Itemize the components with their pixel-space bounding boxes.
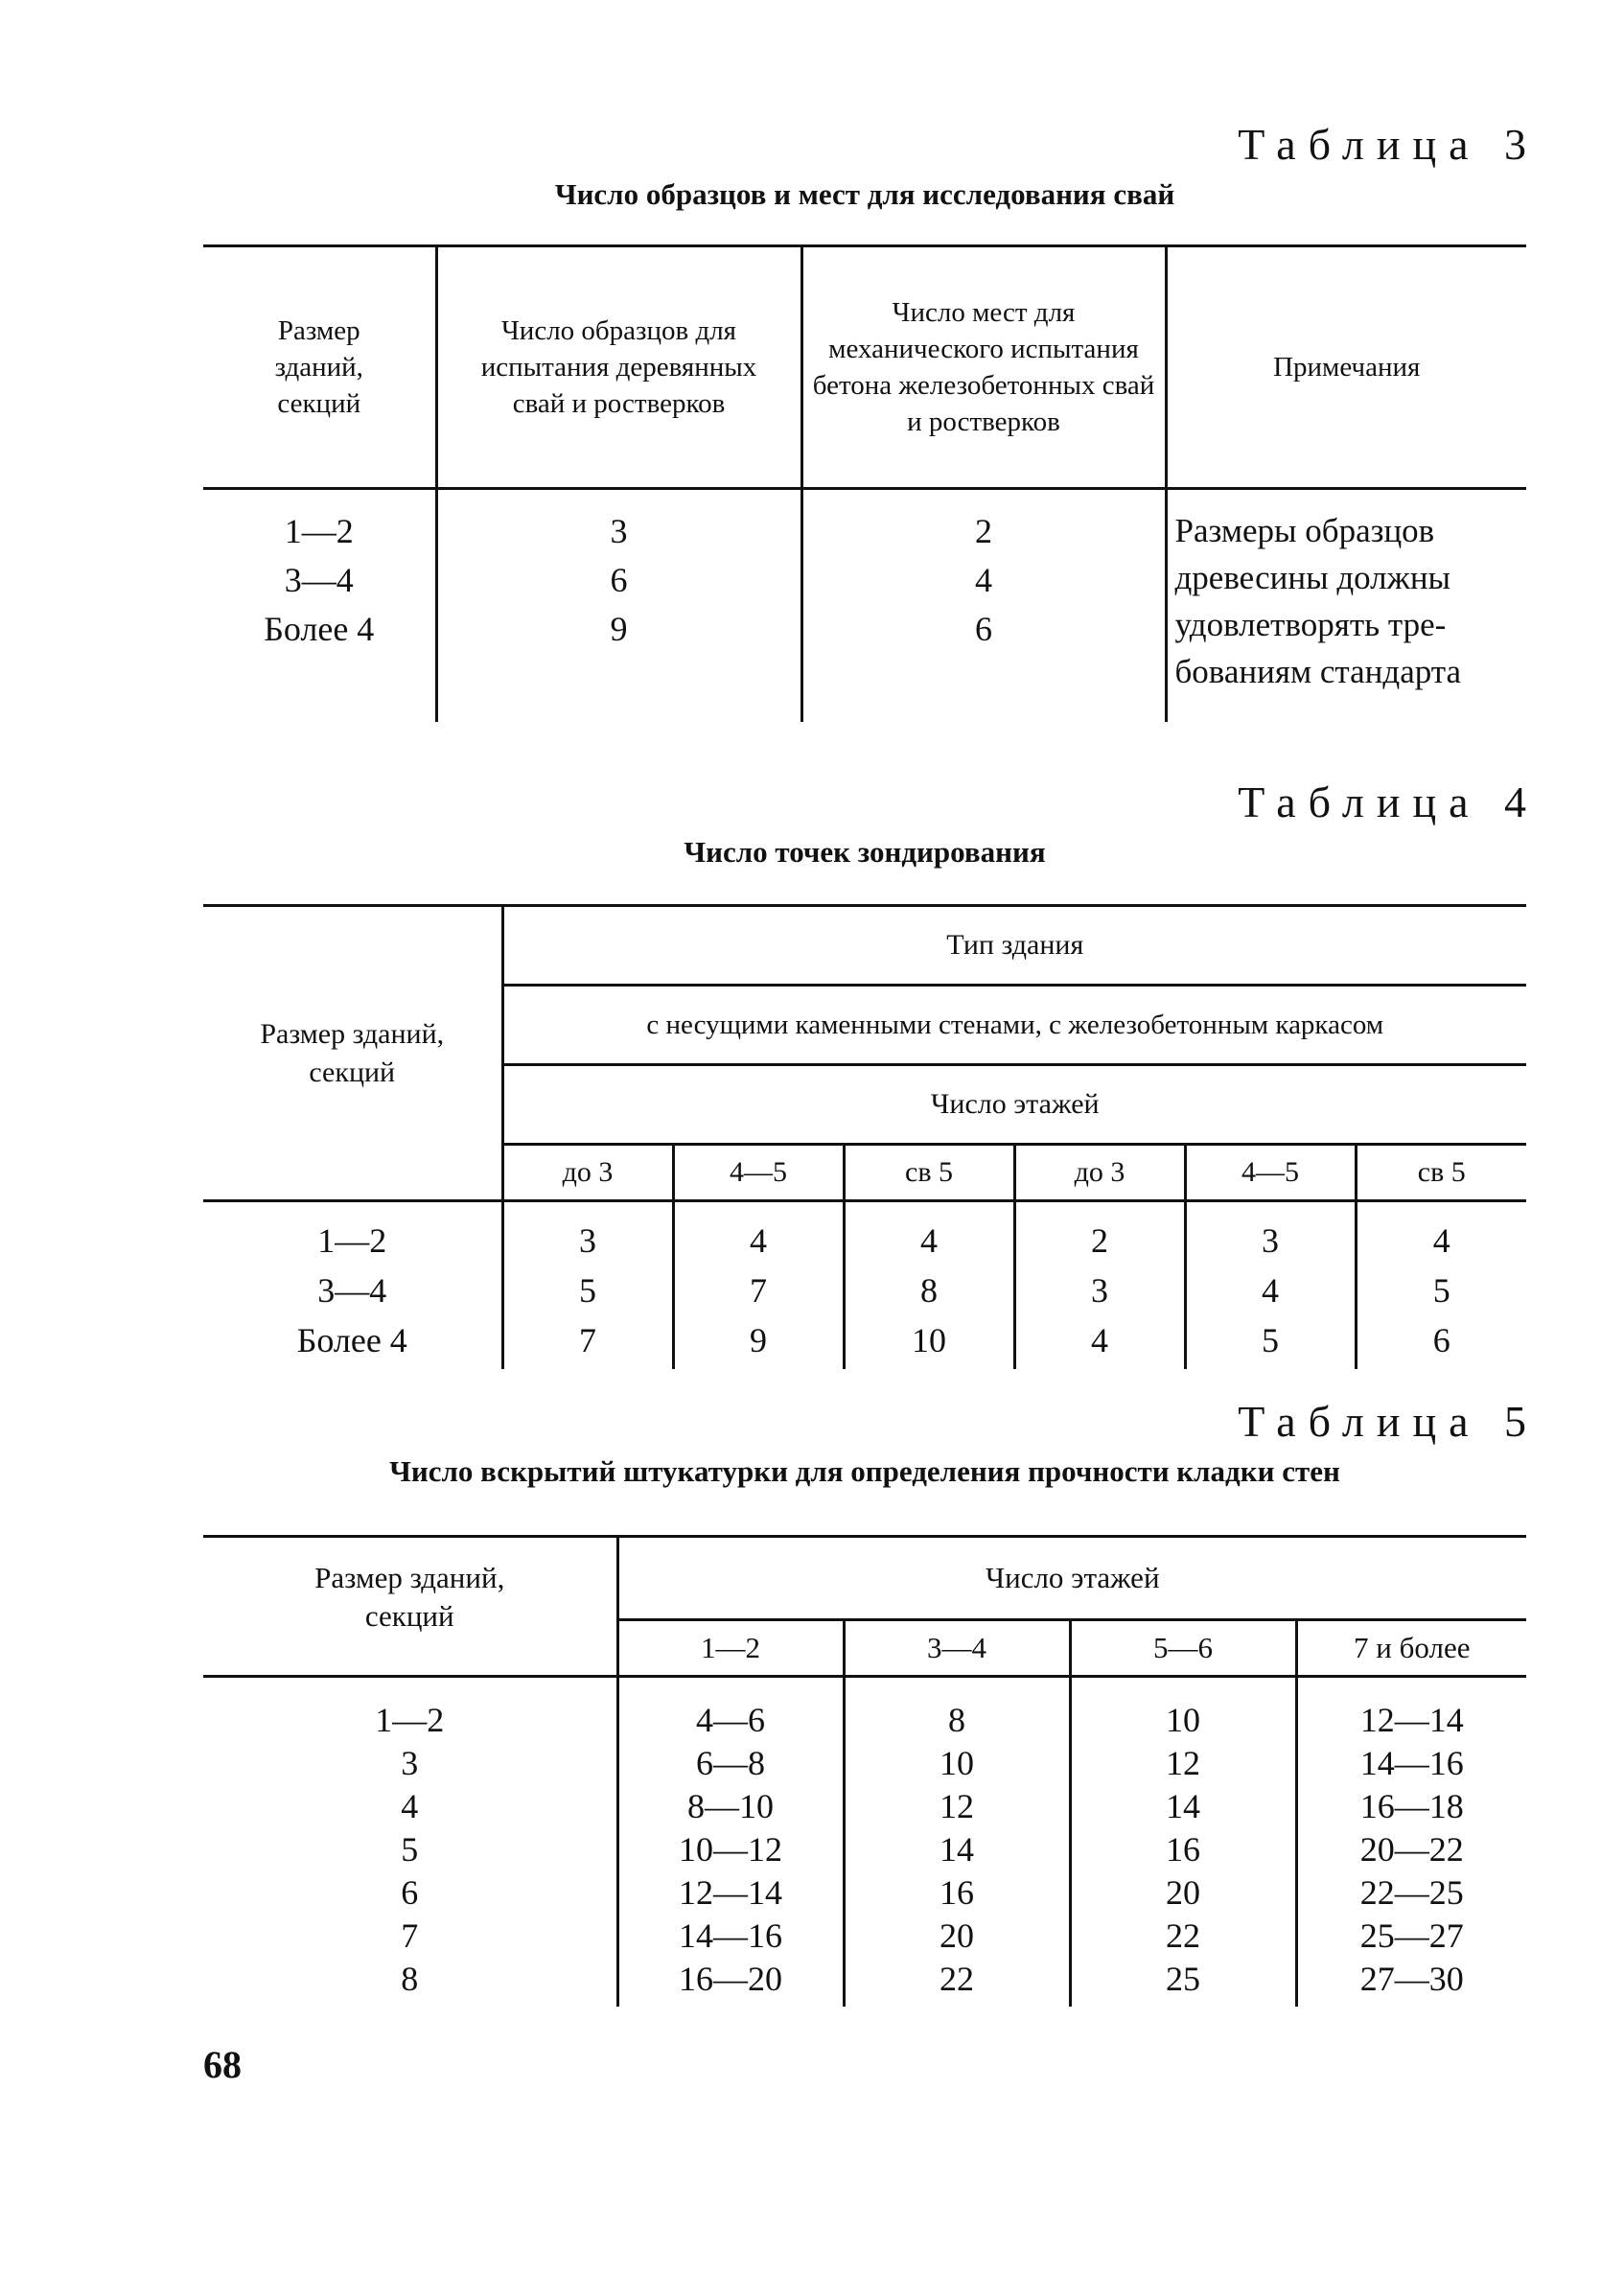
table-cell: 7 xyxy=(401,1916,419,1956)
table-cell: 6 xyxy=(1432,1321,1450,1360)
table-cell: 4 xyxy=(975,561,992,600)
table-cell: 3 xyxy=(1091,1271,1108,1311)
table-cell: 10 xyxy=(912,1321,946,1360)
table-5-floor-col: 3—4 xyxy=(844,1620,1070,1677)
table-cell: 4 xyxy=(1262,1271,1279,1311)
note-line: бованиям стандарта xyxy=(1174,653,1462,691)
table-3-sizes xyxy=(203,489,436,723)
table-3-caption: Таблица 3 xyxy=(1238,120,1539,169)
table-cell: 10—12 xyxy=(679,1830,782,1870)
table-cell: 8—10 xyxy=(687,1787,774,1826)
table-cell: 22 xyxy=(940,1960,974,1999)
table-cell: 25—27 xyxy=(1359,1916,1464,1956)
table-cell: 4 xyxy=(1432,1221,1450,1261)
table-cell: 14 xyxy=(1166,1787,1200,1826)
table-row xyxy=(203,1677,1526,2008)
table-cell: 16 xyxy=(1166,1830,1200,1870)
table-cell: 10 xyxy=(940,1744,974,1783)
table-cell: 12—14 xyxy=(1359,1701,1464,1740)
table-4-col-4 xyxy=(1014,1201,1185,1370)
table-cell: 6 xyxy=(401,1873,419,1913)
table-cell: 7 xyxy=(750,1271,767,1311)
table-cell: 16—18 xyxy=(1359,1787,1464,1826)
table-cell: 5 xyxy=(401,1830,419,1870)
table-3-header-samples: Число образцов для испытания деревянных свай и ростверков xyxy=(436,246,801,489)
table-cell: 3 xyxy=(610,512,628,551)
table-5-header-floors: Число этажей xyxy=(617,1537,1526,1620)
table-4-col-1 xyxy=(502,1201,673,1370)
table-cell: 4 xyxy=(920,1221,938,1261)
table-cell: 14—16 xyxy=(679,1916,782,1956)
table-cell: 6—8 xyxy=(696,1744,765,1783)
table-3-header-places: Число мест для механического испытания бетона железобетонных свай и ростверков xyxy=(801,246,1166,489)
table-cell: 5 xyxy=(1432,1271,1450,1311)
table-row: 1—2 xyxy=(284,512,354,551)
table-5-col-3 xyxy=(1070,1677,1296,2008)
table-cell: 22 xyxy=(1166,1916,1200,1956)
table-cell: 12 xyxy=(1166,1744,1200,1783)
table-4-header-walls: с несущими каменными стенами, с железобетонным каркасом xyxy=(502,986,1526,1065)
note-line: древесины должны xyxy=(1174,559,1451,597)
table-row: Более 4 xyxy=(264,610,375,649)
table-4-floor-col: св 5 xyxy=(844,1145,1014,1201)
table-3-note xyxy=(1166,489,1526,723)
table-5-col-1 xyxy=(617,1677,844,2008)
table-cell: 5 xyxy=(579,1271,596,1311)
table-5-floor-col: 5—6 xyxy=(1070,1620,1296,1677)
page-number: 68 xyxy=(203,2043,242,2086)
table-4-floor-col: до 3 xyxy=(502,1145,673,1201)
table-5-col-2 xyxy=(844,1677,1070,2008)
table-cell: 20 xyxy=(940,1916,974,1956)
table-cell: 10 xyxy=(1166,1701,1200,1740)
table-5-floor-col: 7 и более xyxy=(1296,1620,1526,1677)
table-4-caption: Таблица 4 xyxy=(1238,778,1539,826)
table-3-places xyxy=(801,489,1166,723)
table-cell: 8 xyxy=(920,1271,938,1311)
table-5-header-size: Размер зданий, секций xyxy=(203,1537,617,1677)
table-cell: 12 xyxy=(940,1787,974,1826)
table-cell: 27—30 xyxy=(1359,1960,1464,1999)
table-cell: 3 xyxy=(579,1221,596,1261)
table-4-floor-col: св 5 xyxy=(1356,1145,1526,1201)
table-3-title: Число образцов и мест для исследования свай xyxy=(554,177,1175,211)
table-4-col-6 xyxy=(1356,1201,1526,1370)
table-4-floor-col: до 3 xyxy=(1014,1145,1185,1201)
table-5-title: Число вскрытий штукатурки для определения прочности кладки стен xyxy=(389,1454,1340,1488)
table-cell: 1—2 xyxy=(317,1221,387,1261)
table-4-sizes xyxy=(203,1201,502,1370)
table-cell: 1—2 xyxy=(375,1701,445,1740)
table-row: 3—4 xyxy=(284,561,354,600)
table-3-header-size: Размер зданий, секций xyxy=(203,246,436,489)
table-5-sizes xyxy=(203,1677,617,2008)
table-4-header-floors: Число этажей xyxy=(502,1065,1526,1145)
table-4 xyxy=(203,904,1526,1369)
table-cell: 2 xyxy=(975,512,992,551)
table-cell: 4—6 xyxy=(696,1701,765,1740)
table-4-floor-col: 4—5 xyxy=(1185,1145,1356,1201)
table-cell: 9 xyxy=(610,610,628,649)
table-cell: 14—16 xyxy=(1359,1744,1464,1783)
table-cell: 8 xyxy=(948,1701,965,1740)
table-4-header-size: Размер зданий, секций xyxy=(203,906,502,1201)
table-4-title: Число точек зондирования xyxy=(684,835,1046,869)
table-cell: 20—22 xyxy=(1359,1830,1464,1870)
table-cell: 16—20 xyxy=(679,1960,782,1999)
table-cell: 4 xyxy=(1091,1321,1108,1360)
table-cell: 20 xyxy=(1166,1873,1200,1913)
table-cell: 4 xyxy=(401,1787,419,1826)
table-cell: 25 xyxy=(1166,1960,1200,1999)
table-cell: 6 xyxy=(610,561,628,600)
table-cell: 3—4 xyxy=(317,1271,387,1311)
table-5 xyxy=(203,1535,1526,2007)
table-5-floor-col: 1—2 xyxy=(617,1620,844,1677)
table-cell: Более 4 xyxy=(296,1321,407,1360)
table-3-header-notes: Примечания xyxy=(1166,246,1526,489)
table-3-section xyxy=(203,120,1539,722)
table-5-caption: Таблица 5 xyxy=(1238,1397,1539,1446)
table-cell: 6 xyxy=(975,610,992,649)
note-line: Размеры образцов xyxy=(1174,512,1435,550)
table-cell: 5 xyxy=(1262,1321,1279,1360)
table-cell: 7 xyxy=(579,1321,596,1360)
table-cell: 16 xyxy=(940,1873,974,1913)
table-cell: 22—25 xyxy=(1359,1873,1464,1913)
table-3 xyxy=(203,244,1526,722)
table-4-col-3 xyxy=(844,1201,1014,1370)
table-4-col-2 xyxy=(673,1201,844,1370)
table-row xyxy=(203,1201,1526,1370)
table-4-floor-col: 4—5 xyxy=(673,1145,844,1201)
table-cell: 4 xyxy=(750,1221,767,1261)
table-3-samples xyxy=(436,489,801,723)
table-cell: 3 xyxy=(401,1744,419,1783)
table-5-col-4 xyxy=(1296,1677,1526,2008)
table-cell: 9 xyxy=(750,1321,767,1360)
table-cell: 8 xyxy=(401,1960,419,1999)
table-cell: 3 xyxy=(1262,1221,1279,1261)
table-4-section xyxy=(203,778,1539,1369)
note-line: удовлетворять тре- xyxy=(1174,606,1447,644)
table-4-header-type: Тип здания xyxy=(502,906,1526,986)
table-cell: 12—14 xyxy=(679,1873,782,1913)
table-cell: 2 xyxy=(1091,1221,1108,1261)
table-5-section xyxy=(203,1397,1539,2007)
table-cell: 14 xyxy=(940,1830,974,1870)
table-4-col-5 xyxy=(1185,1201,1356,1370)
